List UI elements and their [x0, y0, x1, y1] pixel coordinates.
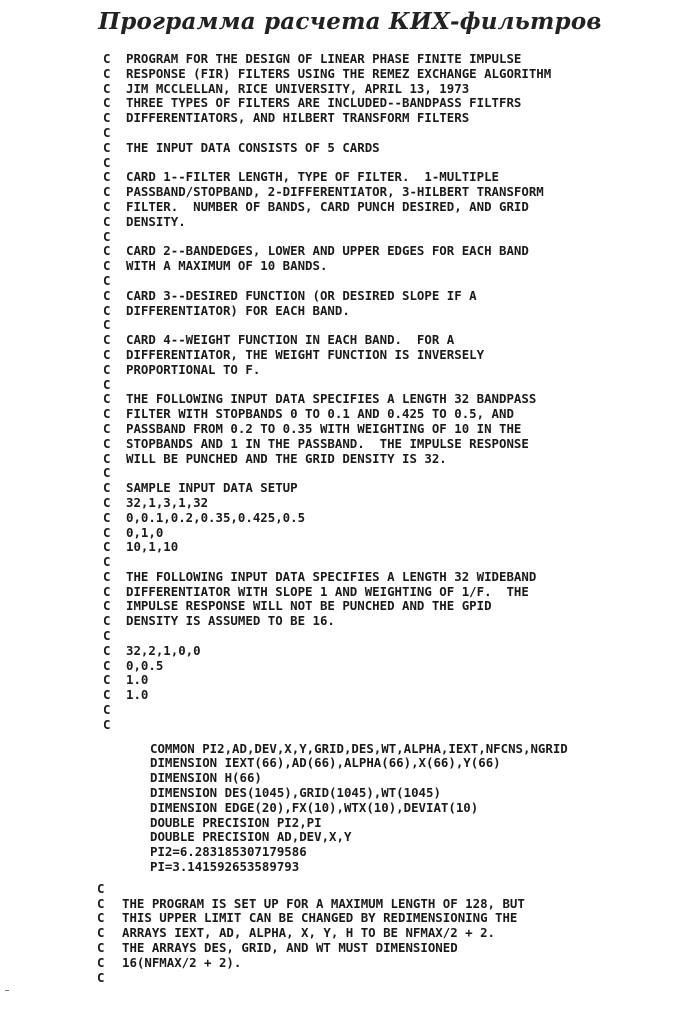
code-line — [0, 466, 700, 481]
comment-marker: C — [103, 642, 111, 658]
code-line — [0, 688, 700, 703]
comment-marker: C — [103, 51, 111, 66]
code-line — [0, 156, 700, 171]
comment-text: SAMPLE INPUT DATA SETUP — [126, 480, 298, 496]
comment-text: CARD 1--FILTER LENGTH, TYPE OF FILTER. 1-MULTIPLE — [126, 169, 499, 185]
code-line — [0, 703, 700, 718]
comment-text: DIFFERENTIATORS, AND HILBERT TRANSFORM FILTERS — [126, 110, 470, 126]
comment-marker: C — [103, 524, 111, 540]
statement-text: DIMENSION DES(1045),GRID(1045),WT(1045) — [150, 785, 441, 801]
comment-marker: C — [103, 139, 111, 155]
statement-text: DIMENSION EDGE(20),FX(10),WTX(10),DEVIAT(10) — [150, 799, 479, 815]
statement-text: PI2=6.283185307179586 — [150, 844, 307, 860]
comment-marker: C — [103, 554, 111, 570]
code-line — [0, 941, 700, 956]
code-line — [0, 274, 700, 289]
comment-marker: C — [103, 213, 111, 229]
comment-text: DIFFERENTIATOR, THE WEIGHT FUNCTION IS INVERSELY — [126, 346, 485, 362]
code-line — [0, 526, 700, 541]
comment-marker: C — [97, 969, 105, 985]
comment-text: DIFFERENTIATOR WITH SLOPE 1 AND WEIGHTING OF 1/F. THE — [126, 583, 529, 599]
statement-text: DIMENSION H(66) — [150, 770, 262, 786]
code-line — [0, 170, 700, 185]
code-line — [0, 926, 700, 941]
comment-marker: C — [103, 613, 111, 629]
comment-text: THE FOLLOWING INPUT DATA SPECIFIES A LENGTH 32 BANDPASS — [126, 391, 537, 407]
code-line — [0, 511, 700, 526]
code-line — [0, 570, 700, 585]
code-line — [0, 259, 700, 274]
declaration-block — [0, 742, 700, 875]
code-line — [0, 407, 700, 422]
footer-comment-block — [0, 882, 700, 986]
comment-marker: C — [103, 465, 111, 481]
comment-text: 0,0.1,0.2,0.35,0.425,0.5 — [126, 509, 306, 525]
comment-text: JIM MCCLELLAN, RICE UNIVERSITY, APRIL 13, 1973 — [126, 80, 470, 96]
code-line — [0, 422, 700, 437]
code-line — [0, 215, 700, 230]
code-line — [0, 96, 700, 111]
code-line — [0, 82, 700, 97]
code-line — [0, 742, 700, 757]
statement-text: COMMON PI2,AD,DEV,X,Y,GRID,DES,WT,ALPHA,IEXT,NFCNS,NGRID — [150, 740, 568, 756]
comment-marker: C — [103, 169, 111, 185]
code-line — [0, 614, 700, 629]
comment-marker: C — [103, 110, 111, 126]
comment-text: ARRAYS IEXT, AD, ALPHA, X, Y, H TO BE NFMAX/2 + 2. — [122, 925, 495, 941]
code-line — [0, 771, 700, 786]
code-line — [0, 673, 700, 688]
code-line — [0, 52, 700, 67]
comment-text: PROPORTIONAL TO F. — [126, 361, 261, 377]
code-line — [0, 956, 700, 971]
comment-marker: C — [103, 95, 111, 111]
comment-text: 0,1,0 — [126, 524, 164, 540]
comment-marker: C — [103, 272, 111, 288]
statement-text: DOUBLE PRECISION AD,DEV,X,Y — [150, 829, 352, 845]
code-line — [0, 882, 700, 897]
code-line — [0, 860, 700, 875]
comment-marker: C — [103, 154, 111, 170]
code-line — [0, 141, 700, 156]
code-line — [0, 481, 700, 496]
comment-text: 1.0 — [126, 687, 149, 703]
code-line — [0, 971, 700, 986]
code-line — [0, 289, 700, 304]
code-line — [0, 378, 700, 393]
comment-marker: C — [103, 376, 111, 392]
code-line — [0, 348, 700, 363]
statement-text: PI=3.141592653589793 — [150, 859, 300, 875]
code-line — [0, 318, 700, 333]
comment-marker: C — [103, 184, 111, 200]
comment-text: WILL BE PUNCHED AND THE GRID DENSITY IS 32. — [126, 450, 447, 466]
code-line — [0, 801, 700, 816]
code-line — [0, 756, 700, 771]
comment-marker: C — [97, 940, 105, 956]
comment-marker: C — [103, 302, 111, 318]
comment-marker: C — [103, 568, 111, 584]
statement-text: DOUBLE PRECISION PI2,PI — [150, 814, 322, 830]
comment-text: STOPBANDS AND 1 IN THE PASSBAND. THE IMPULSE RESPONSE — [126, 435, 529, 451]
comment-marker: C — [103, 450, 111, 466]
comment-marker: C — [103, 406, 111, 422]
code-line — [0, 555, 700, 570]
comment-marker: C — [103, 391, 111, 407]
code-line — [0, 437, 700, 452]
code-line — [0, 599, 700, 614]
code-line — [0, 452, 700, 467]
comment-marker: C — [103, 361, 111, 377]
comment-marker: C — [97, 895, 105, 911]
code-line — [0, 230, 700, 245]
comment-marker: C — [103, 598, 111, 614]
comment-text: PROGRAM FOR THE DESIGN OF LINEAR PHASE FINITE IMPULSE — [126, 51, 522, 66]
code-line — [0, 496, 700, 511]
comment-marker: C — [97, 910, 105, 926]
comment-text: 16(NFMAX/2 + 2). — [122, 954, 242, 970]
stray-mark — [5, 990, 9, 991]
comment-text: CARD 4--WEIGHT FUNCTION IN EACH BAND. FOR A — [126, 332, 455, 348]
code-line — [0, 629, 700, 644]
comment-text: 0,0.5 — [126, 657, 164, 673]
comment-marker: C — [103, 65, 111, 81]
comment-marker: C — [103, 539, 111, 555]
comment-text: DENSITY IS ASSUMED TO BE 16. — [126, 613, 335, 629]
comment-marker: C — [103, 494, 111, 510]
comment-marker: C — [103, 583, 111, 599]
comment-text: THIS UPPER LIMIT CAN BE CHANGED BY REDIMENSIONING THE — [122, 910, 518, 926]
header-comment-block — [0, 52, 700, 733]
comment-marker: C — [103, 657, 111, 673]
comment-text: 32,1,3,1,32 — [126, 494, 209, 510]
comment-marker: C — [97, 880, 105, 896]
comment-marker: C — [103, 346, 111, 362]
comment-marker: C — [103, 672, 111, 688]
comment-marker: C — [103, 287, 111, 303]
code-line — [0, 200, 700, 215]
code-line — [0, 392, 700, 407]
comment-marker: C — [103, 332, 111, 348]
comment-text: 10,1,10 — [126, 539, 179, 555]
comment-marker: C — [97, 954, 105, 970]
comment-text: THE ARRAYS DES, GRID, AND WT MUST DIMENSIONED — [122, 940, 458, 956]
comment-marker: C — [103, 258, 111, 274]
statement-text: DIMENSION IEXT(66),AD(66),ALPHA(66),X(66),Y(66) — [150, 755, 501, 771]
comment-marker: C — [103, 317, 111, 333]
comment-text: CARD 2--BANDEDGES, LOWER AND UPPER EDGES FOR EACH BAND — [126, 243, 529, 259]
code-line — [0, 540, 700, 555]
comment-text: PASSBAND/STOPBAND, 2-DIFFERENTIATOR, 3-HILBERT TRANSFORM — [126, 184, 544, 200]
code-line — [0, 816, 700, 831]
fortran-listing — [0, 52, 700, 985]
code-line — [0, 363, 700, 378]
comment-text: THREE TYPES OF FILTERS ARE INCLUDED--BANDPASS FILTFRS — [126, 95, 522, 111]
code-line — [0, 718, 700, 733]
code-line — [0, 585, 700, 600]
comment-marker: C — [103, 243, 111, 259]
comment-text: THE FOLLOWING INPUT DATA SPECIFIES A LENGTH 32 WIDEBAND — [126, 568, 537, 584]
comment-text: IMPULSE RESPONSE WILL NOT BE PUNCHED AND THE GPID — [126, 598, 492, 614]
comment-marker: C — [103, 628, 111, 644]
code-line — [0, 185, 700, 200]
comment-marker: C — [103, 124, 111, 140]
code-line — [0, 111, 700, 126]
comment-text: PASSBAND FROM 0.2 TO 0.35 WITH WEIGHTING OF 10 IN THE — [126, 420, 522, 436]
comment-marker: C — [103, 716, 111, 732]
comment-text: 32,2,1,0,0 — [126, 642, 201, 658]
code-line — [0, 333, 700, 348]
comment-marker: C — [97, 925, 105, 941]
comment-text: RESPONSE (FIR) FILTERS USING THE REMEZ EXCHANGE ALGORITHM — [126, 65, 552, 81]
code-line — [0, 911, 700, 926]
code-line — [0, 897, 700, 912]
code-line — [0, 659, 700, 674]
comment-marker: C — [103, 435, 111, 451]
code-line — [0, 644, 700, 659]
code-line — [0, 244, 700, 259]
code-line — [0, 786, 700, 801]
comment-marker: C — [103, 228, 111, 244]
code-line — [0, 830, 700, 845]
comment-marker: C — [103, 480, 111, 496]
comment-marker: C — [103, 702, 111, 718]
comment-marker: C — [103, 198, 111, 214]
comment-text: DENSITY. — [126, 213, 186, 229]
comment-text: WITH A MAXIMUM OF 10 BANDS. — [126, 258, 328, 274]
comment-text: CARD 3--DESIRED FUNCTION (OR DESIRED SLOPE IF A — [126, 287, 477, 303]
code-line — [0, 845, 700, 860]
code-line — [0, 304, 700, 319]
comment-marker: C — [103, 80, 111, 96]
comment-text: THE PROGRAM IS SET UP FOR A MAXIMUM LENGTH OF 128, BUT — [122, 895, 525, 911]
comment-marker: C — [103, 687, 111, 703]
comment-text: DIFFERENTIATOR) FOR EACH BAND. — [126, 302, 350, 318]
comment-marker: C — [103, 509, 111, 525]
comment-text: FILTER WITH STOPBANDS 0 TO 0.1 AND 0.425 TO 0.5, AND — [126, 406, 514, 422]
comment-text: FILTER. NUMBER OF BANDS, CARD PUNCH DESIRED, AND GRID — [126, 198, 529, 214]
page-title: Программа расчета КИХ-фильтров — [98, 8, 602, 35]
code-line — [0, 126, 700, 141]
comment-text: THE INPUT DATA CONSISTS OF 5 CARDS — [126, 139, 380, 155]
code-line — [0, 67, 700, 82]
comment-marker: C — [103, 420, 111, 436]
comment-text: 1.0 — [126, 672, 149, 688]
